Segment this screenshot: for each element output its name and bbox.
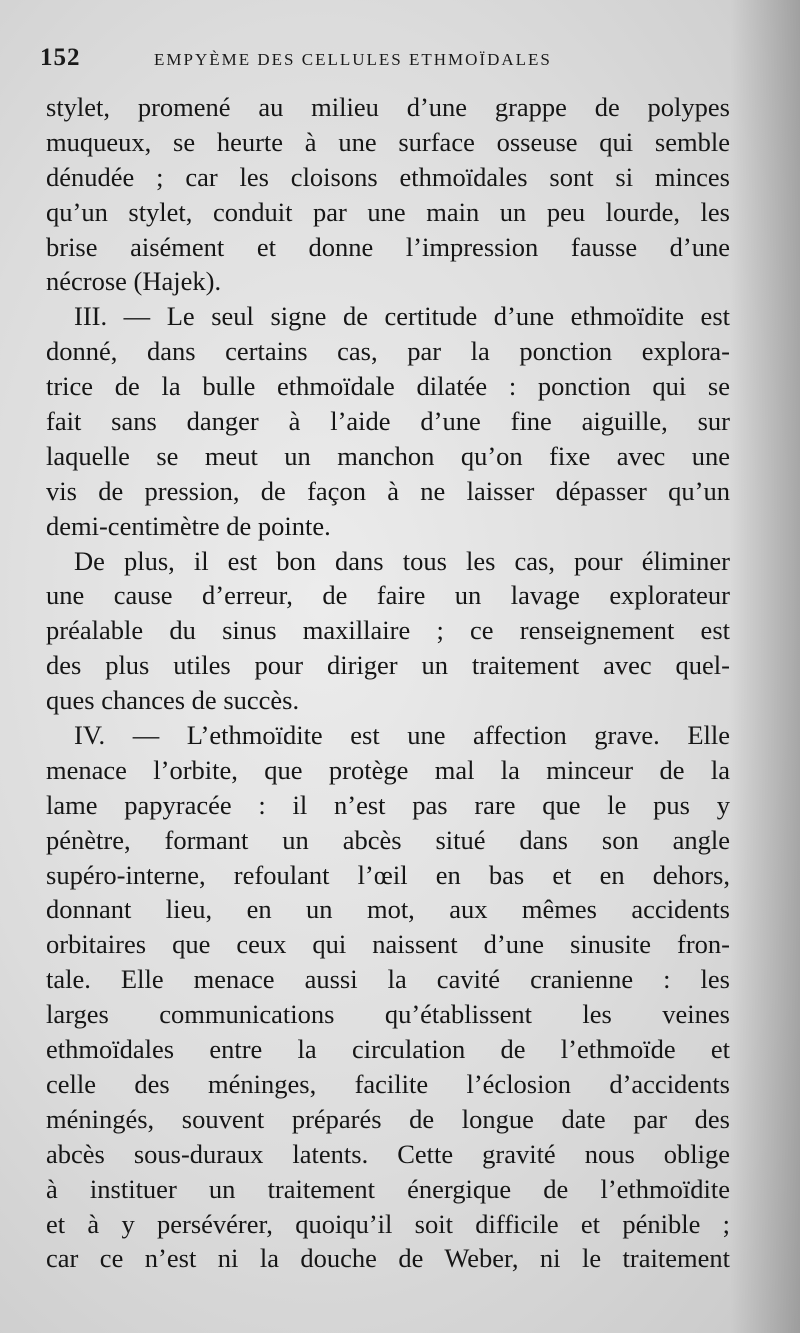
text-line: tale. Elle menace aussi la cavité cranienne : les bbox=[46, 964, 730, 995]
text-line: préalable du sinus maxillaire ; ce renseignement est bbox=[46, 615, 730, 646]
page-number: 152 bbox=[40, 44, 81, 71]
text-line: demi-centimètre de pointe. bbox=[46, 510, 331, 541]
text-line: ethmoïdales entre la circulation de l’ethmoïde et bbox=[46, 1034, 730, 1065]
running-head: EMPYÈME DES CELLULES ETHMOÏDALES bbox=[154, 50, 552, 69]
text-line: donné, dans certains cas, par la ponction explora- bbox=[46, 336, 730, 367]
text-line: des plus utiles pour diriger un traitement avec quel- bbox=[46, 650, 730, 681]
text-line: ques chances de succès. bbox=[46, 685, 300, 716]
text-line: abcès sous-duraux latents. Cette gravité nous oblige bbox=[46, 1138, 730, 1169]
text-line: et à y persévérer, quoiqu’il soit difficile et pénible ; bbox=[46, 1208, 730, 1239]
text-line: stylet, promené au milieu d’une grappe de polypes bbox=[46, 92, 730, 122]
text-line: vis de pression, de façon à ne laisser dépasser qu’un bbox=[46, 475, 730, 506]
text-line: IV. — L’ethmoïdite est une affection grave. Elle bbox=[74, 720, 730, 751]
text-line: laquelle se meut un manchon qu’on fixe avec une bbox=[46, 440, 730, 471]
text-line: supéro-interne, refoulant l’œil en bas et en dehors, bbox=[46, 859, 730, 890]
text-line: méningés, souvent préparés de longue date par des bbox=[46, 1103, 730, 1134]
text-line: à instituer un traitement énergique de l’ethmoïdite bbox=[46, 1173, 730, 1204]
body-text bbox=[46, 90, 730, 1276]
text-line: pénètre, formant un abcès situé dans son angle bbox=[46, 824, 730, 855]
text-line: dénudée ; car les cloisons ethmoïdales sont si minces bbox=[46, 161, 730, 192]
page-header bbox=[40, 44, 740, 80]
text-line: trice de la bulle ethmoïdale dilatée : ponction qui se bbox=[46, 371, 730, 402]
text-line: menace l’orbite, que protège mal la minceur de la bbox=[46, 754, 730, 785]
text-line: muqueux, se heurte à une surface osseuse qui semble bbox=[46, 126, 730, 157]
text-line: larges communications qu’établissent les veines bbox=[46, 999, 730, 1030]
text-line: car ce n’est ni la douche de Weber, ni le traitement bbox=[46, 1243, 730, 1274]
text-line: nécrose (Hajek). bbox=[46, 266, 222, 297]
text-line: fait sans danger à l’aide d’une fine aiguille, sur bbox=[46, 406, 730, 437]
text-line: orbitaires que ceux qui naissent d’une sinusite fron- bbox=[46, 929, 730, 960]
text-line: celle des méninges, facilite l’éclosion d’accidents bbox=[46, 1068, 730, 1099]
text-line: qu’un stylet, conduit par une main un peu lourde, les bbox=[46, 196, 730, 227]
text-line: une cause d’erreur, de faire un lavage explorateur bbox=[46, 580, 730, 611]
text-line: De plus, il est bon dans tous les cas, pour éliminer bbox=[74, 545, 730, 576]
text-line: lame papyracée : il n’est pas rare que le pus y bbox=[46, 789, 730, 820]
text-line: donnant lieu, en un mot, aux mêmes accidents bbox=[46, 894, 730, 925]
text-line: brise aisément et donne l’impression fausse d’une bbox=[46, 231, 730, 262]
text-line: III. — Le seul signe de certitude d’une ethmoïdite est bbox=[74, 301, 730, 332]
